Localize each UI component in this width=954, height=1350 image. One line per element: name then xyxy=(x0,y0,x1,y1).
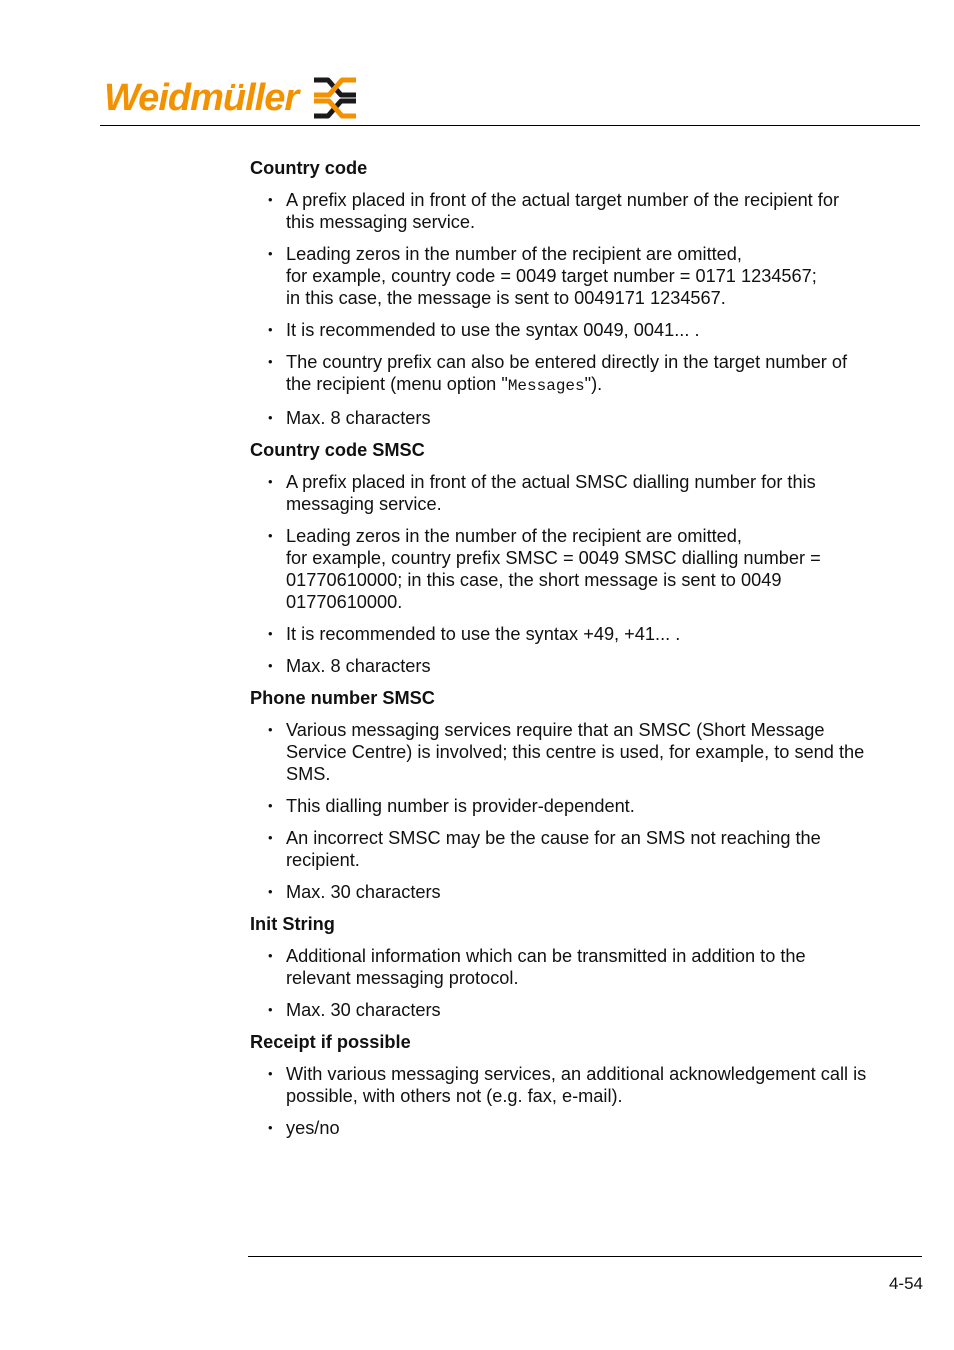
list-item: • This dialling number is provider-dependent. xyxy=(250,795,870,817)
footer-divider xyxy=(248,1256,922,1257)
section-title: Init String xyxy=(250,914,335,934)
list-item xyxy=(250,525,870,613)
list-item: • yes/no xyxy=(250,1117,870,1139)
section-title: Country code xyxy=(250,158,368,178)
list-item-text: The country prefix can also be entered directly in the target number of the recipient (menu option " xyxy=(286,352,848,394)
list-item: • Additional information which can be transmitted in addition to the relevant messaging protocol. xyxy=(250,945,870,989)
bullet-list xyxy=(250,471,870,677)
bullet-list xyxy=(250,189,870,429)
list-item-line: in this case, the message is sent to 0049171 1234567. xyxy=(286,288,726,308)
section-title: Country code SMSC xyxy=(250,440,425,460)
list-item xyxy=(250,243,870,309)
bullet-list xyxy=(250,945,870,1021)
list-item: • A prefix placed in front of the actual SMSC dialling number for this messaging service. xyxy=(250,471,870,515)
list-item-line: for example, country code = 0049 target number = 0171 1234567; xyxy=(286,266,817,286)
page-number: 4-54 xyxy=(888,1274,923,1293)
list-item xyxy=(250,351,870,397)
menu-option-name: Messages xyxy=(507,377,585,395)
list-item: • With various messaging services, an additional acknowledgement call is possible, with others not (e.g. fax, e-mail). xyxy=(250,1063,870,1107)
list-item: • An incorrect SMSC may be the cause for an SMS not reaching the recipient. xyxy=(250,827,870,871)
weidmuller-cross-icon xyxy=(312,77,358,119)
bullet-list xyxy=(250,1063,870,1139)
list-item-line: • Leading zeros in the number of the recipient are omitted, xyxy=(286,244,742,264)
header-divider xyxy=(100,125,920,126)
list-item: • Max. 8 characters xyxy=(250,407,870,429)
list-item: • Max. 30 characters xyxy=(250,881,870,903)
list-item: • A prefix placed in front of the actual target number of the recipient for this messaging service. xyxy=(250,189,870,233)
list-item: • Max. 30 characters xyxy=(250,999,870,1021)
bullet-list xyxy=(250,719,870,903)
section-title: Phone number SMSC xyxy=(250,688,435,708)
document-body xyxy=(250,157,870,1149)
list-item-line: for example, country prefix SMSC = 0049 SMSC dialling number = 01770610000; in this case, the short message is sent to 0049 01770610000. xyxy=(286,548,821,612)
logo-wordmark: Weidmüller xyxy=(104,77,299,119)
section-title: Receipt if possible xyxy=(250,1032,411,1052)
list-item: • It is recommended to use the syntax 0049, 0041... . xyxy=(250,319,870,341)
list-item-text: "). xyxy=(584,374,603,394)
list-item: • It is recommended to use the syntax +49, +41... . xyxy=(250,623,870,645)
weidmuller-logo xyxy=(104,74,358,122)
list-item-line: • Leading zeros in the number of the recipient are omitted, xyxy=(286,526,742,546)
list-item: • Various messaging services require that an SMSC (Short Message Service Centre) is involved; this centre is used, for example, to send the SMS. xyxy=(250,719,870,785)
list-item: • Max. 8 characters xyxy=(250,655,870,677)
